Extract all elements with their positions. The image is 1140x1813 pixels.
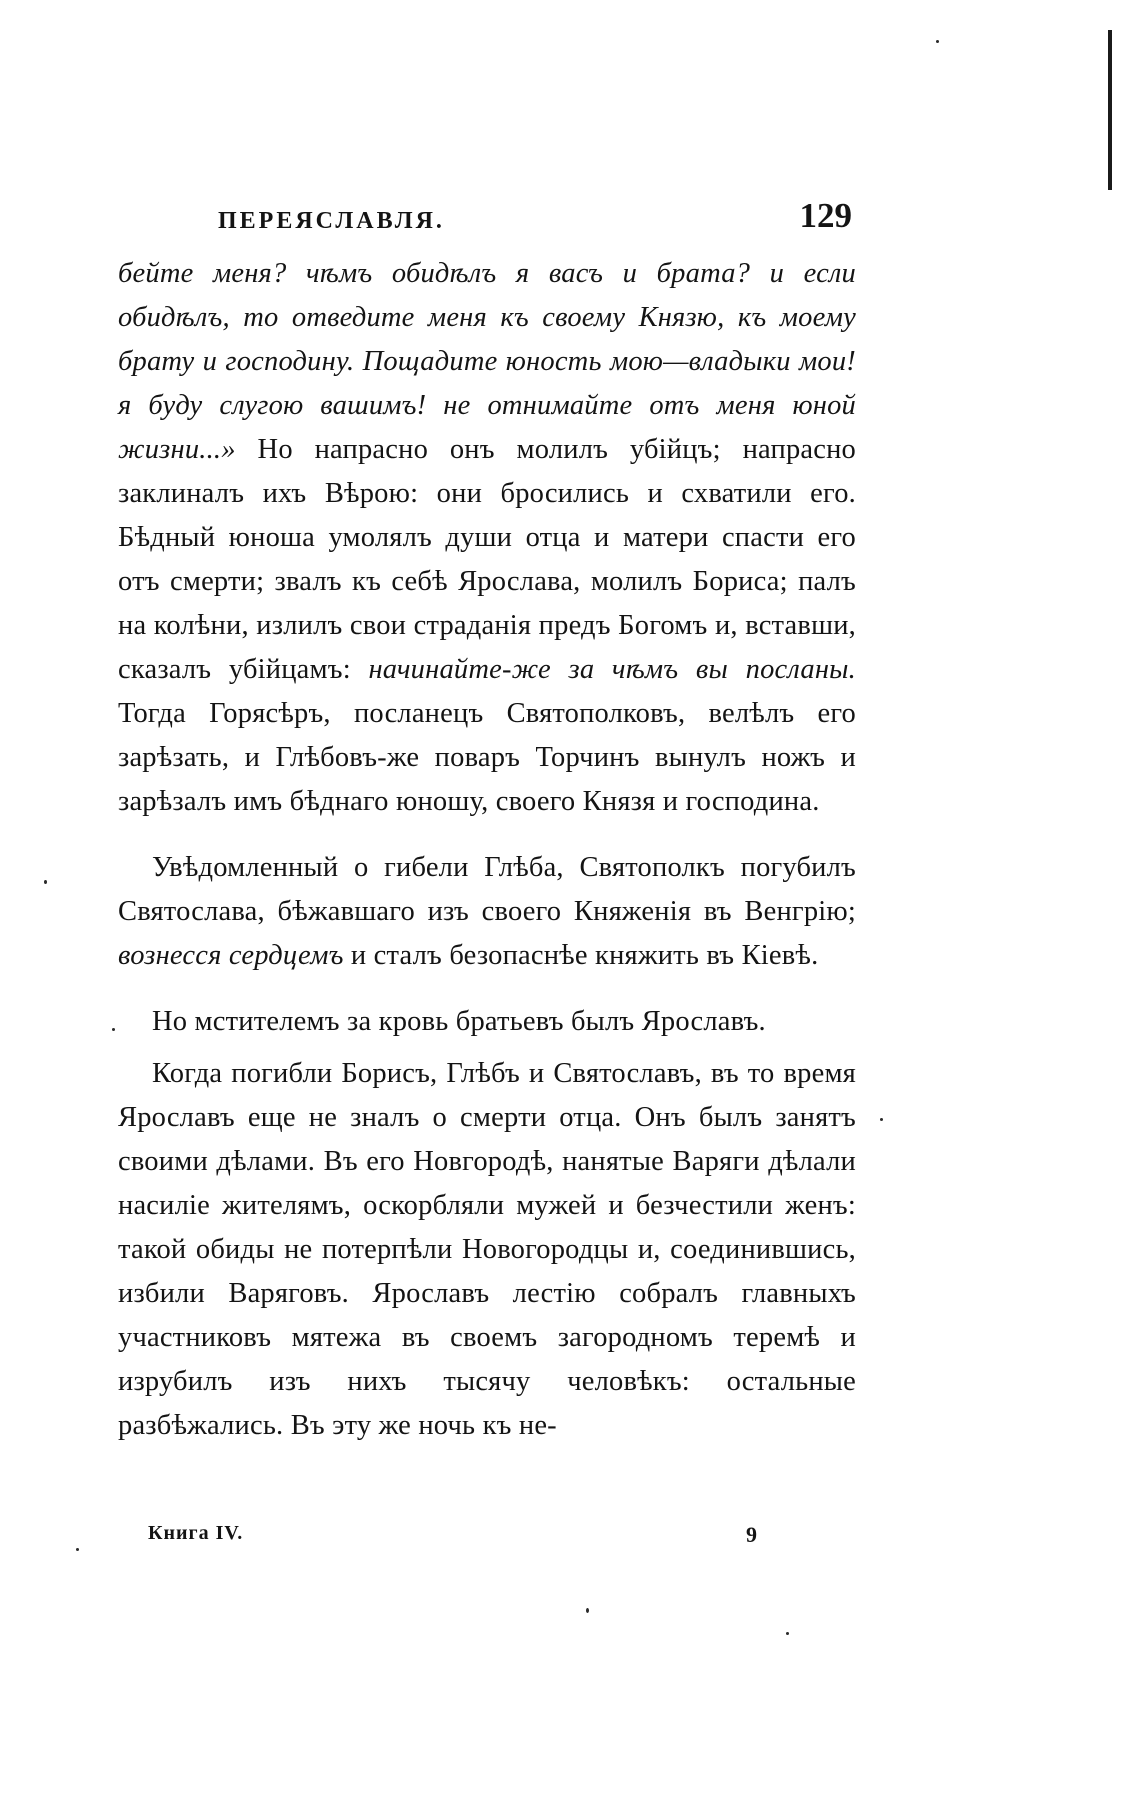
scan-speck xyxy=(76,1548,79,1551)
body-text xyxy=(118,252,856,1470)
scan-speck xyxy=(44,880,47,884)
text-span: начинайте-же за чѣмъ вы посланы. xyxy=(368,654,856,685)
text-span: Но мстителемъ за кровь братьевъ былъ Ярославъ. xyxy=(152,1006,766,1037)
scan-speck xyxy=(786,1632,789,1635)
paragraph xyxy=(118,1052,856,1448)
text-span: бейте меня? чѣмъ обидѣлъ я васъ и брата? и если обидѣлъ, то отведите меня къ своему Князю, къ моему брату и господину. Пощадите юность мою—владыки мои! я буду слугою вашимъ! не отнимайте отъ меня юной жизни...» xyxy=(118,258,856,465)
scan-speck xyxy=(586,1608,589,1613)
sheet-number: 9 xyxy=(746,1522,757,1547)
text-span: и сталъ безопаснѣе княжить въ Кіевѣ. xyxy=(343,940,819,971)
paragraph xyxy=(118,846,856,978)
paragraph xyxy=(118,1000,856,1044)
page-footer xyxy=(118,1522,856,1562)
text-span: Когда погибли Борисъ, Глѣбъ и Святославъ, въ то время Ярославъ еще не зналъ о смерти отца. Онъ былъ занятъ своими дѣлами. Въ его Новгородѣ, нанятые Варяги дѣлали насиліе жителямъ, оскорбляли мужей и безчестили женъ: такой обиды не потерпѣли Новогородцы и, соединившись, избили Варяговъ. Ярославъ лестію собралъ главныхъ участниковъ мятежа въ своемъ загородномъ теремѣ и изрубилъ изъ нихъ тысячу человѣкъ: остальные разбѣжались. Въ эту же ночь къ не- xyxy=(118,1058,856,1441)
scan-speck xyxy=(936,40,939,43)
text-span: Но напрасно онъ молилъ убійцъ; напрасно заклиналъ ихъ Вѣрою: они бросились и схватили его. Бѣдный юноша умолялъ души отца и матери спасти его отъ смерти; звалъ къ себѣ Ярослава, молилъ Бориса; палъ на колѣни, излилъ свои страданія предъ Богомъ и, вставши, сказалъ убійцамъ: xyxy=(118,434,856,685)
page-number: 129 xyxy=(799,196,852,235)
running-title: ПЕРЕЯСЛАВЛЯ. xyxy=(218,208,445,234)
text-span: вознесся сердцемъ xyxy=(118,940,344,971)
page-edge-mark xyxy=(1108,30,1112,190)
scan-speck xyxy=(880,1118,883,1121)
scan-speck xyxy=(112,1028,115,1031)
signature-mark: Книга IV. xyxy=(148,1522,244,1544)
page-header xyxy=(118,196,856,246)
text-span: Тогда Горясѣръ, посланецъ Святополковъ, велѣлъ его зарѣзать, и Глѣбовъ-же поваръ Торчинъ вынулъ ножъ и зарѣзалъ имъ бѣднаго юношу, своего Князя и господина. xyxy=(118,698,856,817)
text-span: Увѣдомленный о гибели Глѣба, Святополкъ погубилъ Святослава, бѣжавшаго изъ своего Княженія въ Венгрію; xyxy=(118,852,856,927)
paragraph xyxy=(118,252,856,824)
